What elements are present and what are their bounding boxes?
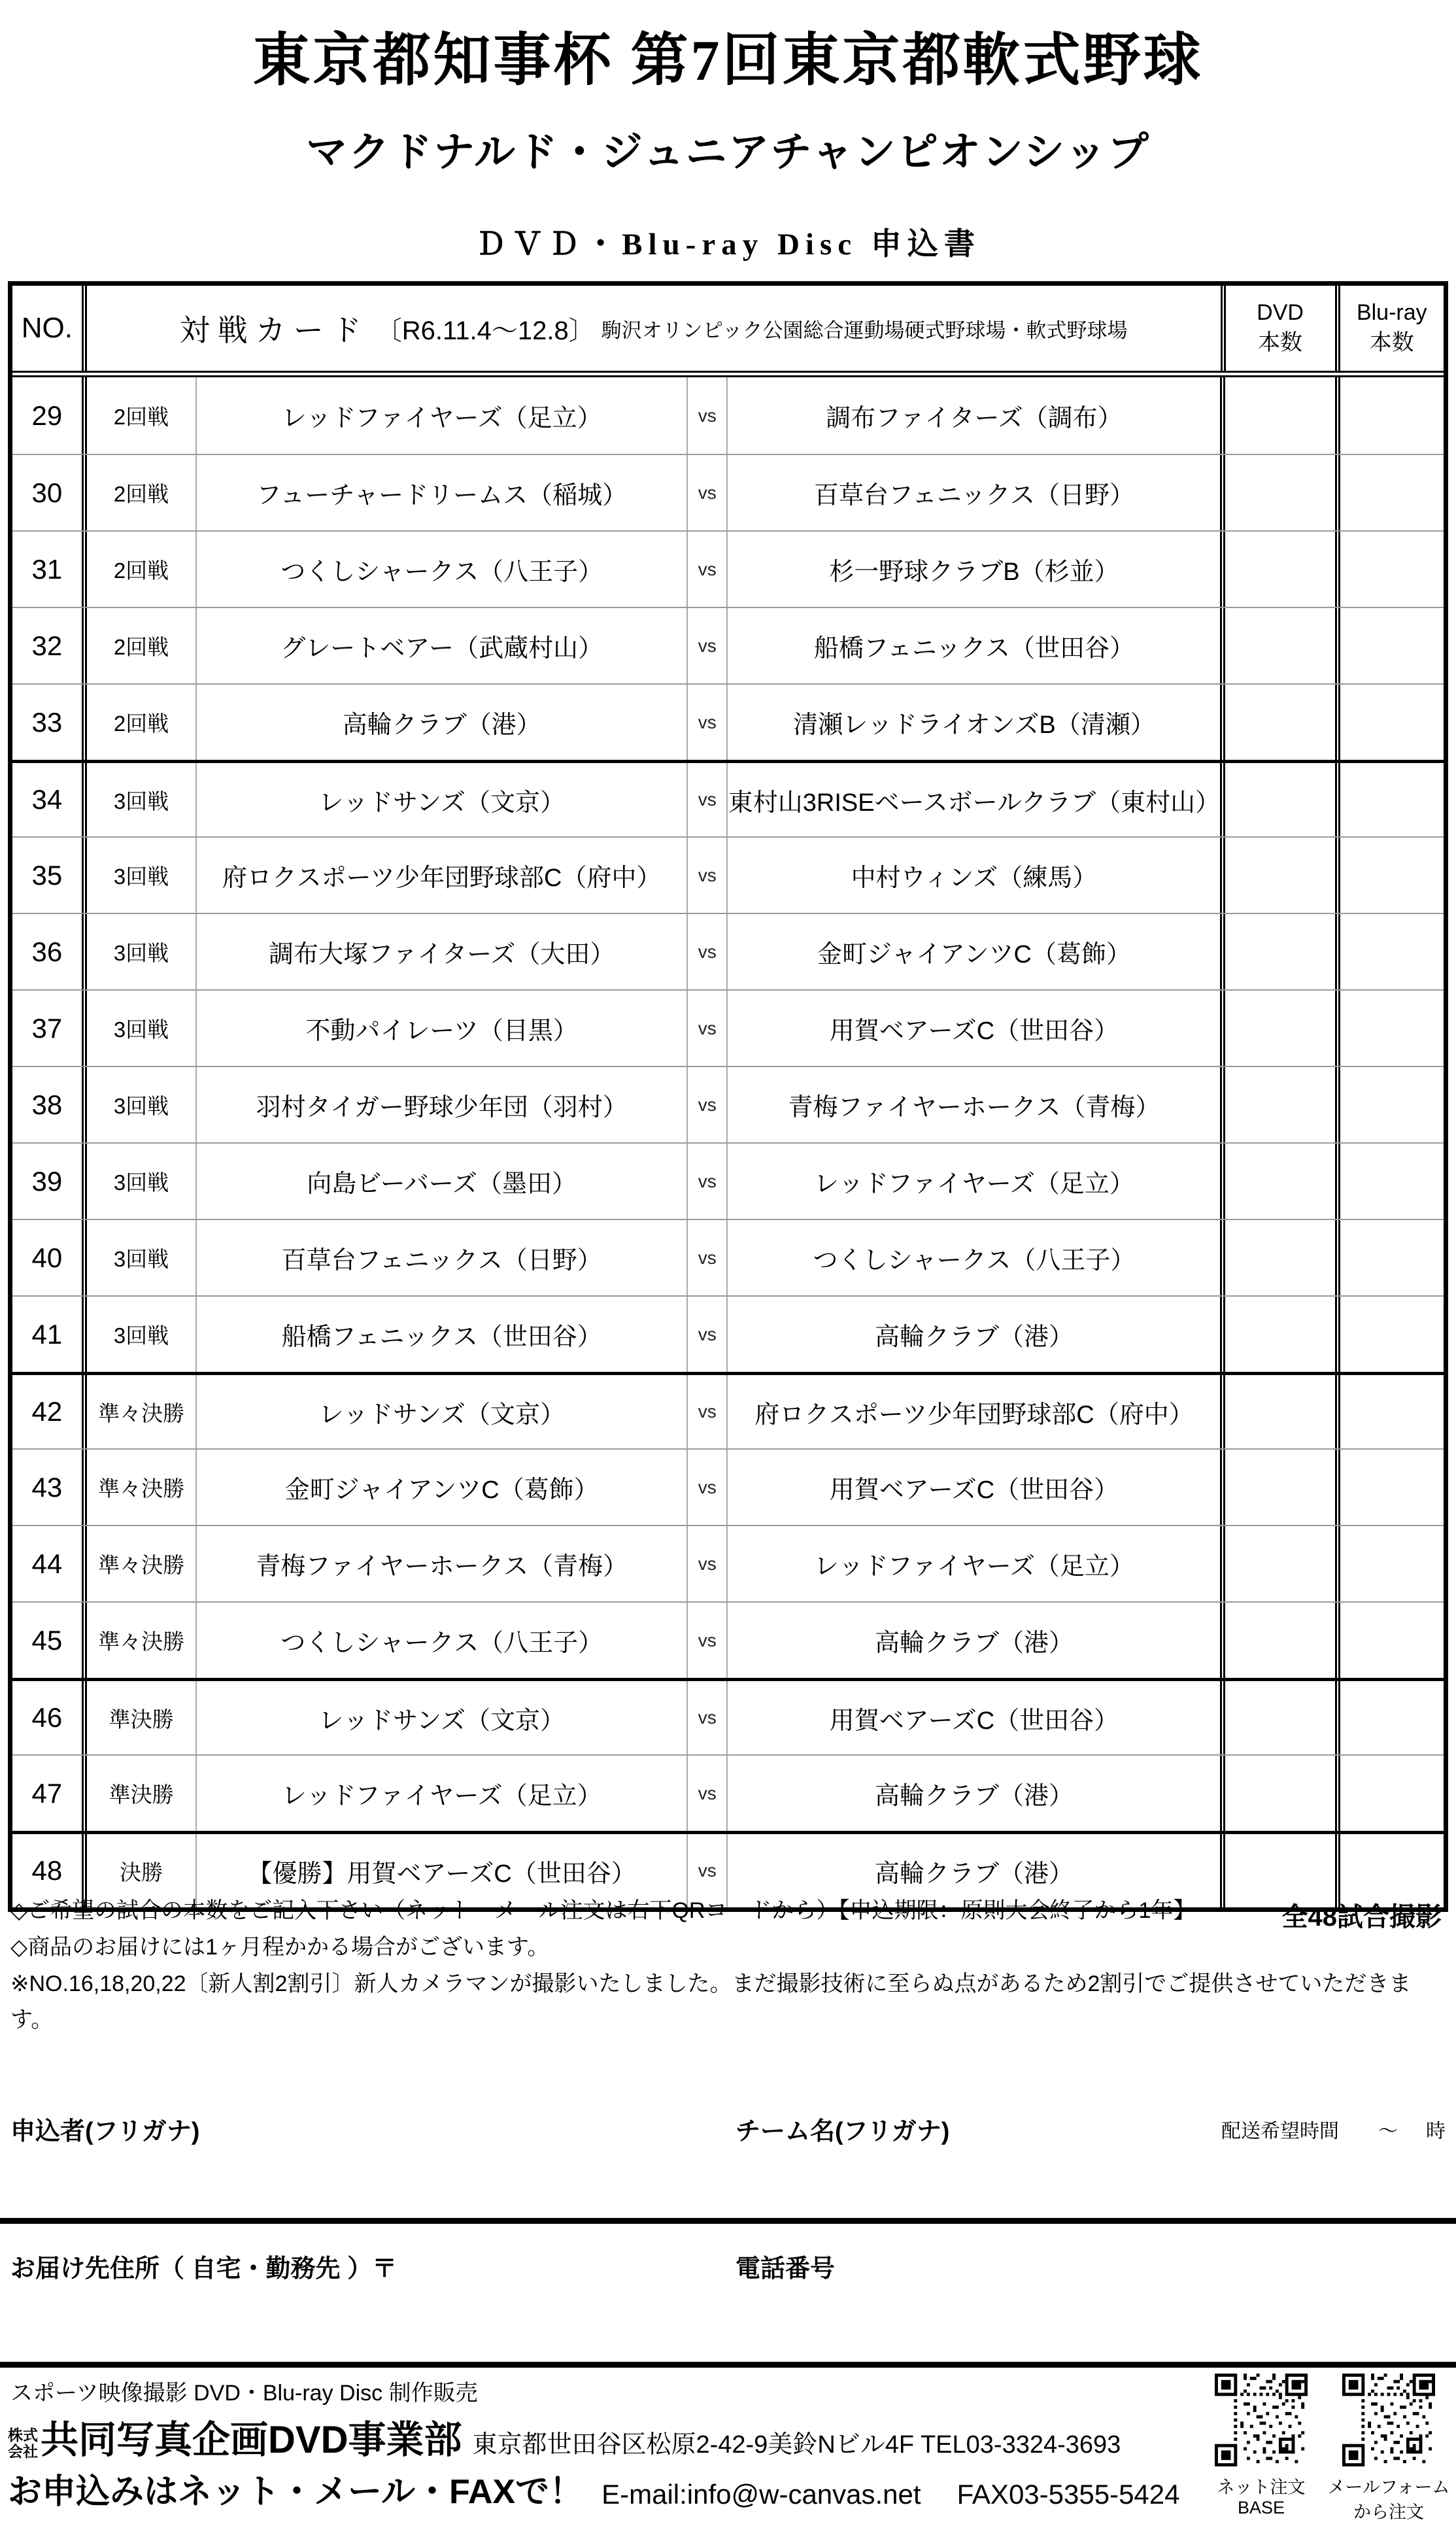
team1-name: 【優勝】用賀ベアーズC（世田谷） <box>247 1860 636 1888</box>
dvd-count-input-cell[interactable] <box>1220 914 1334 989</box>
round-label: 3回戦 <box>87 1144 197 1219</box>
team2-name: 青梅ファイヤーホークス（青梅） <box>788 1094 1160 1121</box>
vs-label: vs <box>686 1681 728 1754</box>
team1-name: 百草台フェニックス（日野） <box>281 1247 602 1274</box>
bluray-count-input-cell[interactable] <box>1335 377 1444 454</box>
dvd-count-input-cell[interactable] <box>1220 763 1334 836</box>
table-row <box>12 1219 1444 1295</box>
round-label: 3回戦 <box>87 1067 197 1142</box>
dvd-count-input-cell[interactable] <box>1220 1067 1334 1142</box>
team2-name: 調布ファイターズ（調布） <box>826 405 1123 432</box>
match-number: 38 <box>12 1067 87 1142</box>
dvd-label: DVD <box>1257 300 1304 326</box>
vs-label: vs <box>686 1375 728 1448</box>
bluray-count-input-cell[interactable] <box>1335 991 1444 1066</box>
vs-label: vs <box>686 1526 728 1601</box>
bluray-count-input-cell[interactable] <box>1335 1603 1444 1678</box>
round-label: 準々決勝 <box>87 1526 197 1601</box>
company-prefix-top: 株式 <box>8 2427 38 2444</box>
dvd-count-input-cell[interactable] <box>1220 1526 1334 1601</box>
note-line: ※NO.16,18,20,22〔新人割2割引〕新人カメラマンが撮影いたしました。まだ撮影技術に至らぬ点があるため2割引でご提供させていただきます。 <box>10 1971 1412 2033</box>
table-row <box>12 1142 1444 1219</box>
total-games-note: 全48試合撮影 <box>1281 1903 1442 1932</box>
fax-number: FAX03-5355-5424 <box>957 2479 1180 2510</box>
qr-left-sublabel: BASE <box>1237 2498 1285 2517</box>
table-body <box>12 377 1444 1907</box>
apply-row <box>8 2464 1180 2513</box>
delivery-hour-label: 時 <box>1426 2121 1446 2142</box>
championship-subtitle: マクドナルド・ジュニアチャンピオンシップ <box>306 129 1150 175</box>
round-label: 3回戦 <box>87 1220 197 1295</box>
round-label: 2回戦 <box>87 685 197 760</box>
table-row <box>12 454 1444 530</box>
match-card-label: 対戦カード <box>179 313 369 347</box>
team1-name: フューチャードリームス（稲城） <box>256 482 628 509</box>
match-number: 47 <box>12 1756 87 1831</box>
team2-name: 百草台フェニックス（日野） <box>813 482 1135 509</box>
team2-name: 用賀ベアーズC（世田谷） <box>829 1707 1119 1735</box>
match-number: 31 <box>12 532 87 607</box>
team2-name: 杉一野球クラブB（杉並） <box>829 558 1119 586</box>
applicant-label: 申込者(フリガナ) <box>10 2118 200 2145</box>
phone-label: 電話番号 <box>736 2255 836 2283</box>
table-row <box>12 377 1444 454</box>
team1-name: レッドファイヤーズ（足立） <box>281 405 602 432</box>
dvd-count-input-cell[interactable] <box>1220 838 1334 913</box>
table-row <box>12 760 1444 836</box>
match-number: 36 <box>12 914 87 989</box>
team2-name: 用賀ベアーズC（世田谷） <box>829 1476 1119 1504</box>
vs-label: vs <box>686 1450 728 1525</box>
match-number: 40 <box>12 1220 87 1295</box>
delivery-time-label: 配送希望時間 <box>1221 2121 1339 2142</box>
table-row <box>12 1601 1444 1678</box>
bluray-count-input-cell[interactable] <box>1335 1681 1444 1754</box>
col-header-dvd <box>1221 286 1335 371</box>
note-line: ◇商品のお届けには1ヶ月程かかる場合がございます。 <box>10 1934 550 1960</box>
table-row <box>12 836 1444 913</box>
delivery-address-label: お届け先住所（ 自宅・勤務先 ）〒 <box>10 2255 398 2283</box>
company-prefix-bottom: 会社 <box>8 2443 38 2461</box>
round-label: 3回戦 <box>87 1297 197 1372</box>
qr-right-label: メールフォーム <box>1327 2478 1450 2497</box>
team1-name: グレートベアー（武蔵村山） <box>280 635 603 662</box>
table-row <box>12 1678 1444 1754</box>
team1-name: つくしシャークス（八王子） <box>280 1629 603 1657</box>
match-table <box>8 281 1448 1912</box>
round-label: 3回戦 <box>87 763 197 836</box>
dvd-count-input-cell[interactable] <box>1220 991 1334 1066</box>
table-row <box>12 683 1444 760</box>
vs-label: vs <box>686 455 728 530</box>
bluray-count-input-cell[interactable] <box>1335 763 1444 836</box>
col-header-match-card <box>87 286 1221 371</box>
team2-name: 高輪クラブ（港） <box>874 1629 1074 1657</box>
team2-name: 船橋フェニックス（世田谷） <box>813 635 1135 662</box>
dvd-count-input-cell[interactable] <box>1220 1603 1334 1678</box>
team2-name: 高輪クラブ（港） <box>874 1323 1074 1351</box>
match-number: 30 <box>12 455 87 530</box>
team2-name: レッドファイヤーズ（足立） <box>814 1553 1134 1580</box>
vs-label: vs <box>686 1603 728 1678</box>
bluray-count-input-cell[interactable] <box>1335 532 1444 607</box>
table-row <box>12 989 1444 1066</box>
table-row <box>12 1295 1444 1372</box>
team2-name: 高輪クラブ（港） <box>874 1782 1074 1810</box>
vs-label: vs <box>686 377 728 454</box>
match-number: 35 <box>12 838 87 913</box>
bluray-count-input-cell[interactable] <box>1335 914 1444 989</box>
team1-name: レッドサンズ（文京） <box>318 1707 565 1735</box>
bluray-count-input-cell[interactable] <box>1335 1144 1444 1219</box>
round-label: 2回戦 <box>87 455 197 530</box>
match-number: 32 <box>12 608 87 683</box>
team1-name: レッドサンズ（文京） <box>318 789 565 817</box>
team2-name: 東村山3RISEベースボールクラブ（東村山） <box>728 789 1221 817</box>
match-number: 37 <box>12 991 87 1066</box>
company-block <box>8 2409 1121 2464</box>
bluray-count-input-cell[interactable] <box>1335 838 1444 913</box>
match-number: 42 <box>12 1375 87 1448</box>
email-address: E-mail:info@w-canvas.net <box>601 2479 921 2510</box>
match-number: 45 <box>12 1603 87 1678</box>
team1-name: レッドサンズ（文京） <box>318 1401 565 1429</box>
match-number: 46 <box>12 1681 87 1754</box>
team1-name: 向島ビーバーズ（墨田） <box>307 1170 577 1198</box>
dvd-count-input-cell[interactable] <box>1220 1375 1334 1448</box>
bluray-count-input-cell[interactable] <box>1335 1756 1444 1831</box>
vs-label: vs <box>686 1144 728 1219</box>
bluray-count-input-cell[interactable] <box>1335 455 1444 530</box>
team2-name: 清瀬レッドライオンズB（清瀬） <box>793 711 1155 739</box>
vs-label: vs <box>686 1756 728 1831</box>
qr-code-mail-form <box>1342 2374 1435 2466</box>
round-label: 準々決勝 <box>87 1375 197 1448</box>
dvd-count-input-cell[interactable] <box>1220 685 1334 760</box>
table-row <box>12 607 1444 683</box>
dvd-count-input-cell[interactable] <box>1220 1144 1334 1219</box>
round-label: 2回戦 <box>87 377 197 454</box>
round-label: 準決勝 <box>87 1756 197 1831</box>
qr-left-label: ネット注文 <box>1217 2478 1306 2497</box>
dvd-count-input-cell[interactable] <box>1220 377 1334 454</box>
section-divider <box>0 2218 1456 2224</box>
team2-name: レッドファイヤーズ（足立） <box>814 1170 1134 1198</box>
match-number: 33 <box>12 685 87 760</box>
bluray-count-label: 本数 <box>1369 330 1414 355</box>
delivery-address-input-area[interactable] <box>10 2282 717 2354</box>
col-header-no: NO. <box>12 286 87 371</box>
team1-name: 高輪クラブ（港） <box>342 711 541 739</box>
team2-name: 府ロクスポーツ少年団野球部C（府中） <box>754 1401 1194 1429</box>
match-number: 39 <box>12 1144 87 1219</box>
round-label: 2回戦 <box>87 532 197 607</box>
vs-label: vs <box>686 1220 728 1295</box>
team1-name: 不動パイレーツ（目黒） <box>305 1017 578 1045</box>
dvd-count-input-cell[interactable] <box>1220 1220 1334 1295</box>
dvd-count-input-cell[interactable] <box>1220 1756 1334 1831</box>
qr-right-sublabel: から注文 <box>1353 2502 1424 2522</box>
table-row <box>12 1372 1444 1448</box>
vs-label: vs <box>686 1834 728 1907</box>
round-label: 決勝 <box>87 1834 197 1907</box>
table-row <box>12 913 1444 989</box>
vs-label: vs <box>686 838 728 913</box>
col-header-bluray <box>1335 286 1444 371</box>
bluray-count-input-cell[interactable] <box>1335 1526 1444 1601</box>
team-name-input-area[interactable] <box>736 2145 1193 2210</box>
vs-label: vs <box>686 532 728 607</box>
vs-label: vs <box>686 1067 728 1142</box>
round-label: 3回戦 <box>87 914 197 989</box>
dvd-count-input-cell[interactable] <box>1220 455 1334 530</box>
bluray-count-input-cell[interactable] <box>1335 685 1444 760</box>
team1-name: レッドファイヤーズ（足立） <box>281 1782 602 1810</box>
team1-name: 船橋フェニックス（世田谷） <box>281 1323 602 1351</box>
dvd-count-label: 本数 <box>1258 330 1303 355</box>
match-number: 41 <box>12 1297 87 1372</box>
table-row <box>12 1448 1444 1525</box>
team1-name: 青梅ファイヤーホークス（青梅） <box>256 1553 628 1580</box>
match-number: 44 <box>12 1526 87 1601</box>
applicant-input-area[interactable] <box>10 2145 717 2210</box>
bluray-count-input-cell[interactable] <box>1335 1450 1444 1525</box>
team1-name: 金町ジャイアンツC（葛飾） <box>284 1476 599 1504</box>
dvd-count-input-cell[interactable] <box>1220 1681 1334 1754</box>
table-row <box>12 1525 1444 1601</box>
tournament-title: 東京都知事杯 第7回東京都軟式野球 <box>252 29 1204 93</box>
tournament-period: 〔R6.11.4～12.8〕 <box>375 316 595 345</box>
vs-label: vs <box>686 1297 728 1372</box>
round-label: 2回戦 <box>87 608 197 683</box>
bluray-count-input-cell[interactable] <box>1335 1375 1444 1448</box>
bluray-label: Blu-ray <box>1356 300 1427 326</box>
match-number: 43 <box>12 1450 87 1525</box>
team2-name: 用賀ベアーズC（世田谷） <box>829 1017 1119 1045</box>
footer-divider <box>0 2362 1456 2368</box>
bluray-count-input-cell[interactable] <box>1335 1067 1444 1142</box>
delivery-time-from-input[interactable] <box>1334 2111 1373 2143</box>
venue-label: 駒沢オリンピック公園総合運動場硬式野球場・軟式野球場 <box>601 318 1128 342</box>
match-number: 48 <box>12 1834 87 1907</box>
round-label: 3回戦 <box>87 991 197 1066</box>
match-number: 34 <box>12 763 87 836</box>
note-line: ◇ご希望の試合の本数をご記入下さい（ネット・メール注文は右下QRコードから）【申込期限：原則大会終了から1年】 <box>10 1898 1196 1923</box>
vs-label: vs <box>686 763 728 836</box>
round-label: 準々決勝 <box>87 1603 197 1678</box>
team1-name: 羽村タイガー野球少年団（羽村） <box>256 1094 628 1121</box>
round-label: 3回戦 <box>87 838 197 913</box>
match-number: 29 <box>12 377 87 454</box>
bluray-count-input-cell[interactable] <box>1335 1220 1444 1295</box>
table-row <box>12 530 1444 607</box>
phone-input-area[interactable] <box>736 2282 1193 2354</box>
round-label: 準決勝 <box>87 1681 197 1754</box>
team1-name: 府ロクスポーツ少年団野球部C（府中） <box>222 864 662 892</box>
team2-name: 中村ウィンズ（練馬） <box>851 864 1098 892</box>
vs-label: vs <box>686 914 728 989</box>
team2-name: 金町ジャイアンツC（葛飾） <box>817 941 1131 968</box>
team-name-label: チーム名(フリガナ) <box>736 2118 950 2145</box>
dvd-count-input-cell[interactable] <box>1220 608 1334 683</box>
table-header-row <box>12 286 1444 377</box>
delivery-time-tilde: ～ <box>1378 2121 1398 2142</box>
company-name: 共同写真企画DVD事業部 <box>41 2419 462 2461</box>
team2-name: 高輪クラブ（港） <box>874 1860 1074 1888</box>
apply-method-label: お申込みはネット・メール・FAXで！ <box>8 2473 584 2511</box>
team1-name: つくしシャークス（八王子） <box>280 558 603 586</box>
form-title: ＤＶＤ・Blu-ray Disc 申込書 <box>475 228 981 262</box>
team1-name: 調布大塚ファイターズ（大田） <box>269 941 615 968</box>
dvd-count-input-cell[interactable] <box>1220 1450 1334 1525</box>
delivery-time-to-input[interactable] <box>1393 2111 1432 2143</box>
table-row <box>12 1754 1444 1831</box>
round-label: 準々決勝 <box>87 1450 197 1525</box>
company-prefix <box>8 2427 38 2460</box>
dvd-count-input-cell[interactable] <box>1220 1297 1334 1372</box>
bluray-count-input-cell[interactable] <box>1335 1297 1444 1372</box>
table-row <box>12 1066 1444 1142</box>
vs-label: vs <box>686 685 728 760</box>
vs-label: vs <box>686 608 728 683</box>
qr-code-net-order <box>1215 2374 1308 2466</box>
business-description: スポーツ映像撮影 DVD・Blu-ray Disc 制作販売 <box>10 2381 478 2406</box>
team2-name: つくしシャークス（八王子） <box>813 1247 1136 1274</box>
vs-label: vs <box>686 991 728 1066</box>
notes-block <box>10 1893 1446 2039</box>
company-address-tel: 東京都世田谷区松原2-42-9美鈴Nビル4F TEL03-3324-3693 <box>472 2431 1121 2459</box>
dvd-count-input-cell[interactable] <box>1220 532 1334 607</box>
bluray-count-input-cell[interactable] <box>1335 608 1444 683</box>
